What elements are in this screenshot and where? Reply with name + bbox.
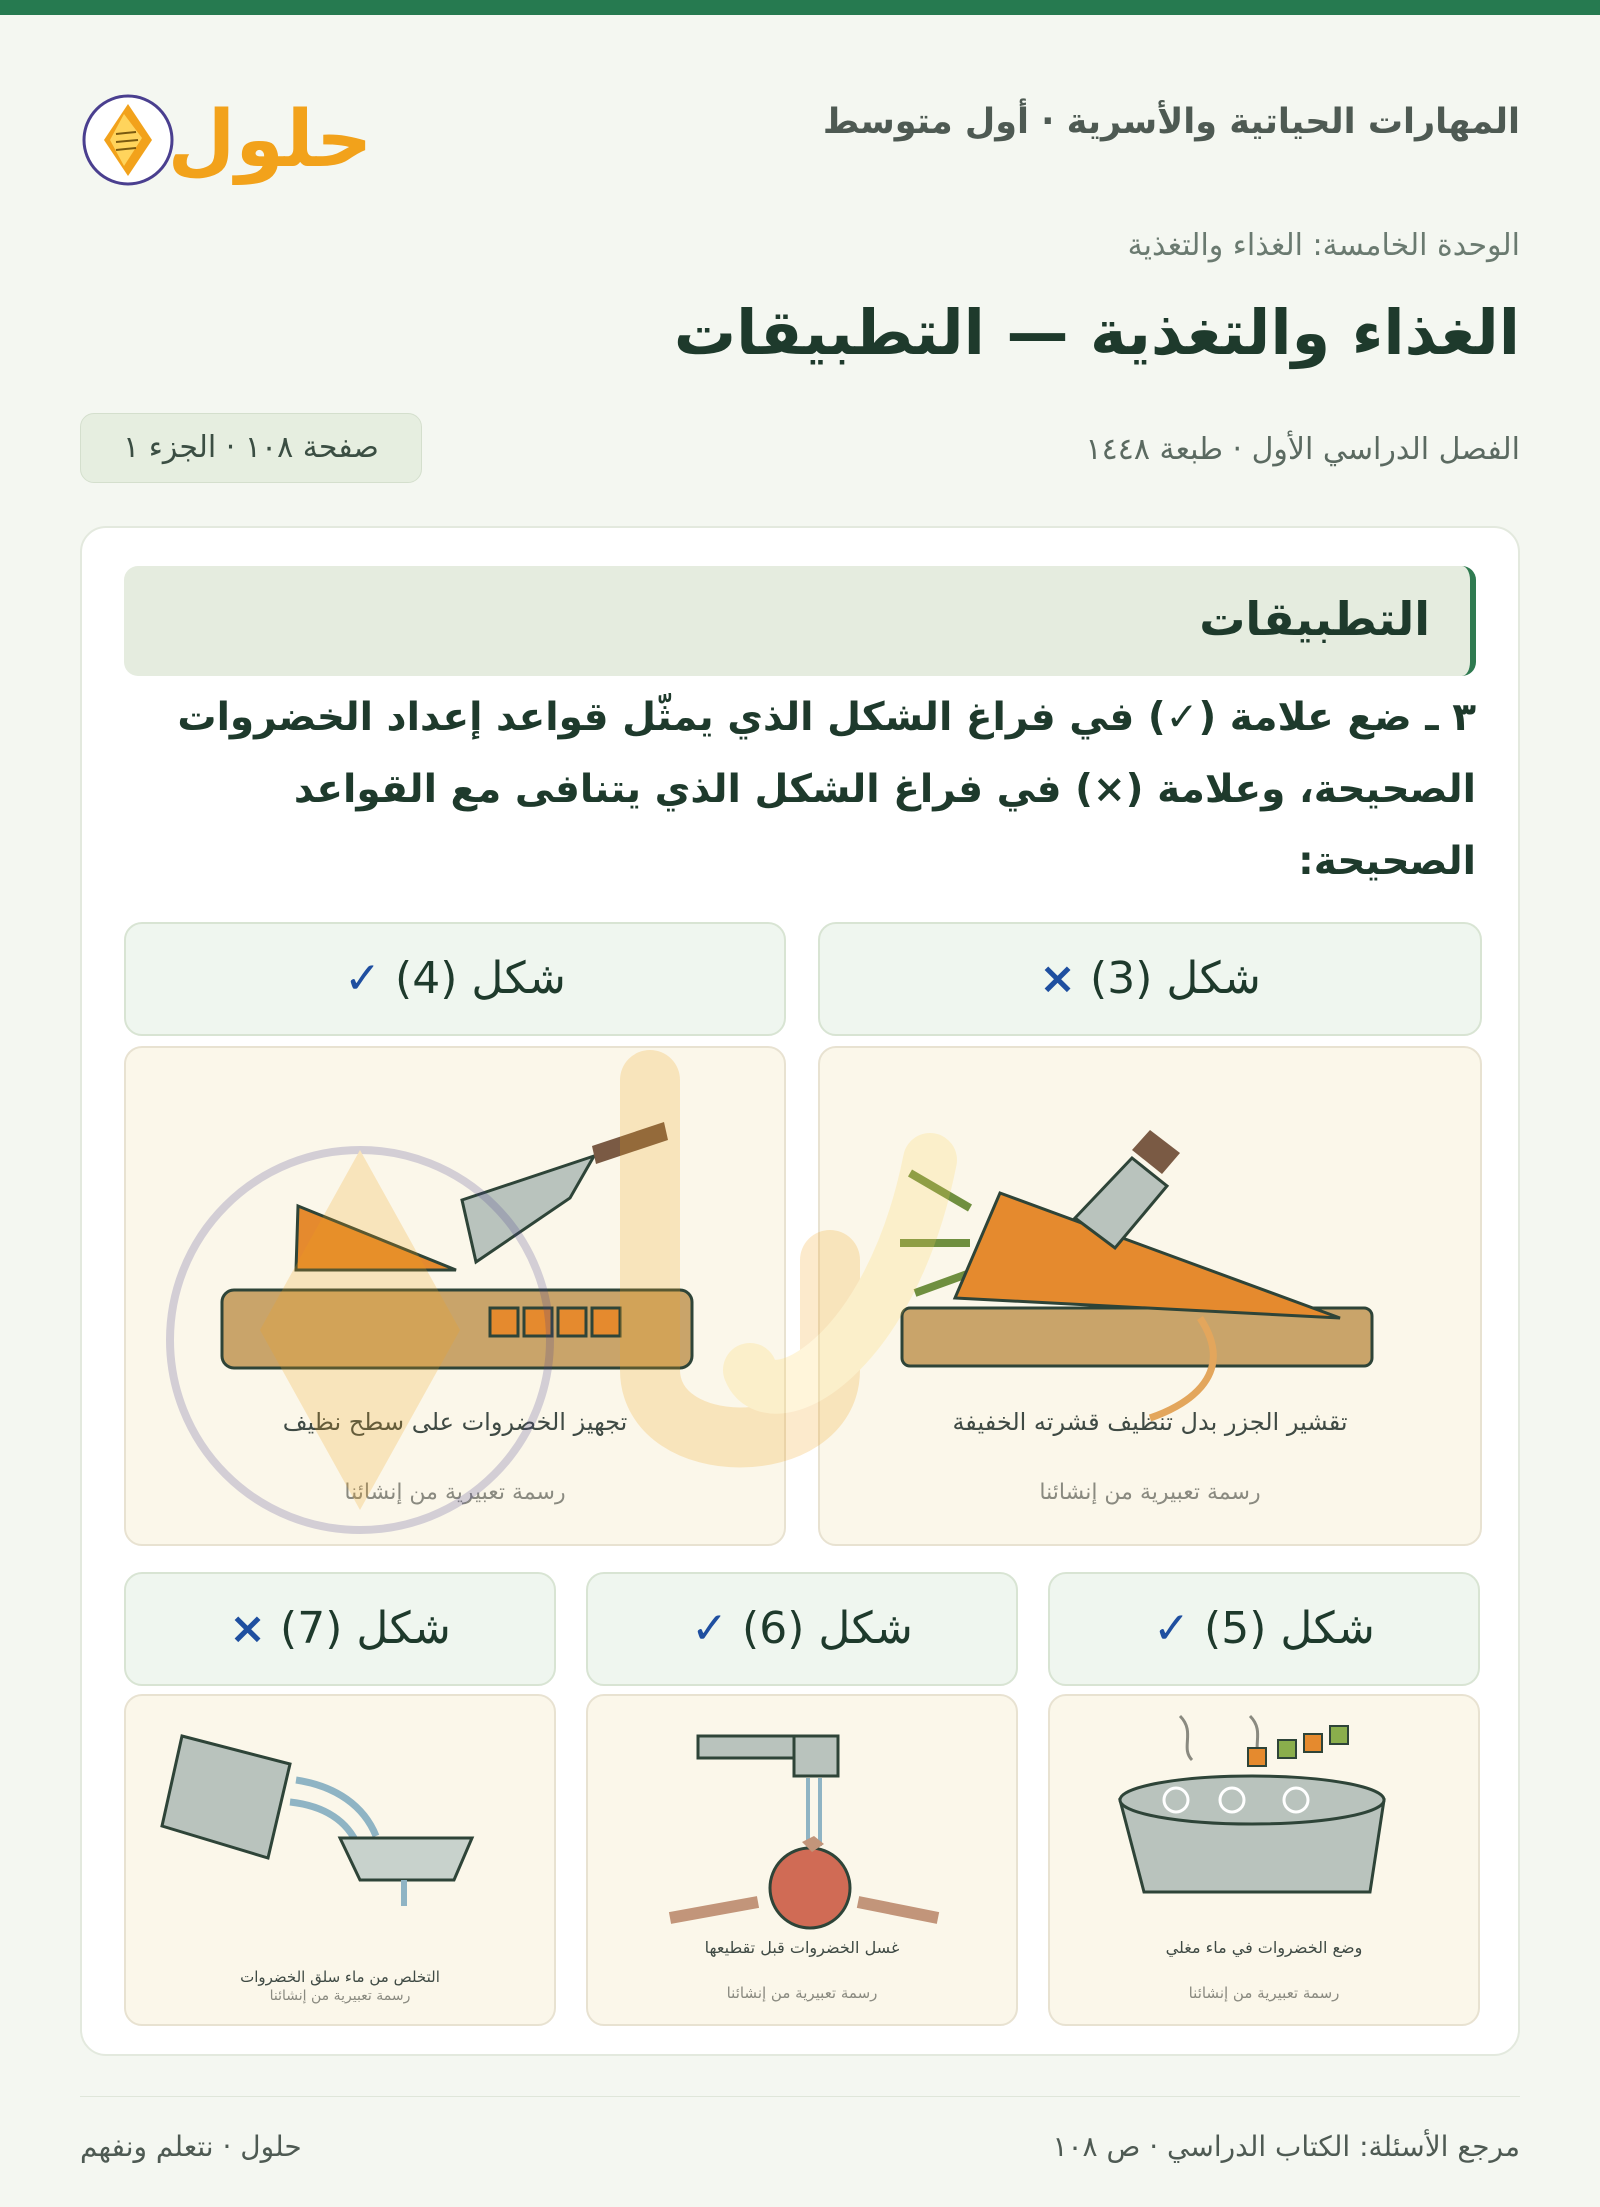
term-edition: الفصل الدراسي الأول · طبعة ١٤٤٨ <box>1085 432 1520 467</box>
footer-divider <box>80 2096 1520 2097</box>
figure-4-panel <box>124 1046 786 1546</box>
washing-tap-illustration <box>588 1696 1018 1946</box>
figure-3-credit: رسمة تعبيرية من إنشائنا <box>1039 1480 1261 1505</box>
figure-7-credit: رسمة تعبيرية من إنشائنا <box>269 1988 411 2004</box>
figure-6-caption: غسل الخضروات قبل تقطيعها <box>704 1938 900 1957</box>
section-heading: التطبيقات <box>1199 592 1430 646</box>
figure-3-mark: × <box>1039 953 1077 1004</box>
footer-brand[interactable]: حلول · نتعلم ونفهم <box>80 2130 302 2163</box>
figure-3-label[interactable] <box>818 922 1482 1036</box>
figure-6-label[interactable] <box>586 1572 1018 1686</box>
section-header <box>124 566 1476 676</box>
figure-5-label[interactable] <box>1048 1572 1480 1686</box>
figure-4-credit: رسمة تعبيرية من إنشائنا <box>344 1480 566 1505</box>
draining-water-illustration <box>126 1696 556 1946</box>
figure-7-mark: × <box>229 1603 267 1654</box>
page-title: الغذاء والتغذية — التطبيقات <box>673 296 1520 369</box>
figure-5-panel <box>1048 1694 1480 2026</box>
figure-6-title: شكل (6) <box>742 1603 913 1654</box>
figure-5-mark: ✓ <box>1153 1603 1191 1654</box>
question-text: ٣ ـ ضع علامة (✓) في فراغ الشكل الذي يمثّل قواعد إعداد الخضروات الصحيحة، وعلامة (×) في فراغ الشكل الذي يتنافى مع القواعد الصحيحة: <box>177 695 1476 884</box>
figure-4-caption: تجهيز الخضروات على سطح نظيف <box>282 1408 628 1436</box>
svg-text:حلول: حلول <box>167 95 370 185</box>
clean-surface-illustration <box>126 1048 786 1448</box>
unit-title: الوحدة الخامسة: الغذاء والتغذية <box>1127 228 1520 263</box>
figure-5-credit: رسمة تعبيرية من إنشائنا <box>1188 1984 1340 2002</box>
subject-title: المهارات الحياتية والأسرية · أول متوسط <box>822 102 1520 142</box>
figure-6-credit: رسمة تعبيرية من إنشائنا <box>726 1984 878 2002</box>
figure-4-label[interactable] <box>124 922 786 1036</box>
peeling-carrot-illustration <box>820 1048 1482 1448</box>
figure-7-label[interactable] <box>124 1572 556 1686</box>
figure-5-title: شكل (5) <box>1204 1603 1375 1654</box>
page-header <box>80 60 1520 190</box>
hulul-logo[interactable] <box>80 68 370 188</box>
figure-6-mark: ✓ <box>691 1603 729 1654</box>
figure-3-title: شكل (3) <box>1090 953 1261 1004</box>
question-card <box>80 526 1520 2056</box>
figure-4-mark: ✓ <box>344 953 382 1004</box>
figure-7-panel <box>124 1694 556 2026</box>
figure-4-title: شكل (4) <box>395 953 566 1004</box>
figure-7-title: شكل (7) <box>280 1603 451 1654</box>
page-chip: صفحة ١٠٨ · الجزء ١ <box>80 413 422 483</box>
figure-3-panel <box>818 1046 1482 1546</box>
boiling-pot-illustration <box>1050 1696 1480 1946</box>
figure-6-panel <box>586 1694 1018 2026</box>
figure-5-caption: وضع الخضروات في ماء مغلي <box>1165 1938 1363 1957</box>
top-accent-bar <box>0 0 1600 15</box>
figure-3-caption: تقشير الجزر بدل تنظيف قشرته الخفيفة <box>952 1408 1348 1436</box>
figure-7-caption: التخلص من ماء سلق الخضروات <box>240 1968 440 1986</box>
logo-icon <box>80 68 370 188</box>
footer-reference: مرجع الأسئلة: الكتاب الدراسي · ص ١٠٨ <box>1052 2130 1520 2163</box>
